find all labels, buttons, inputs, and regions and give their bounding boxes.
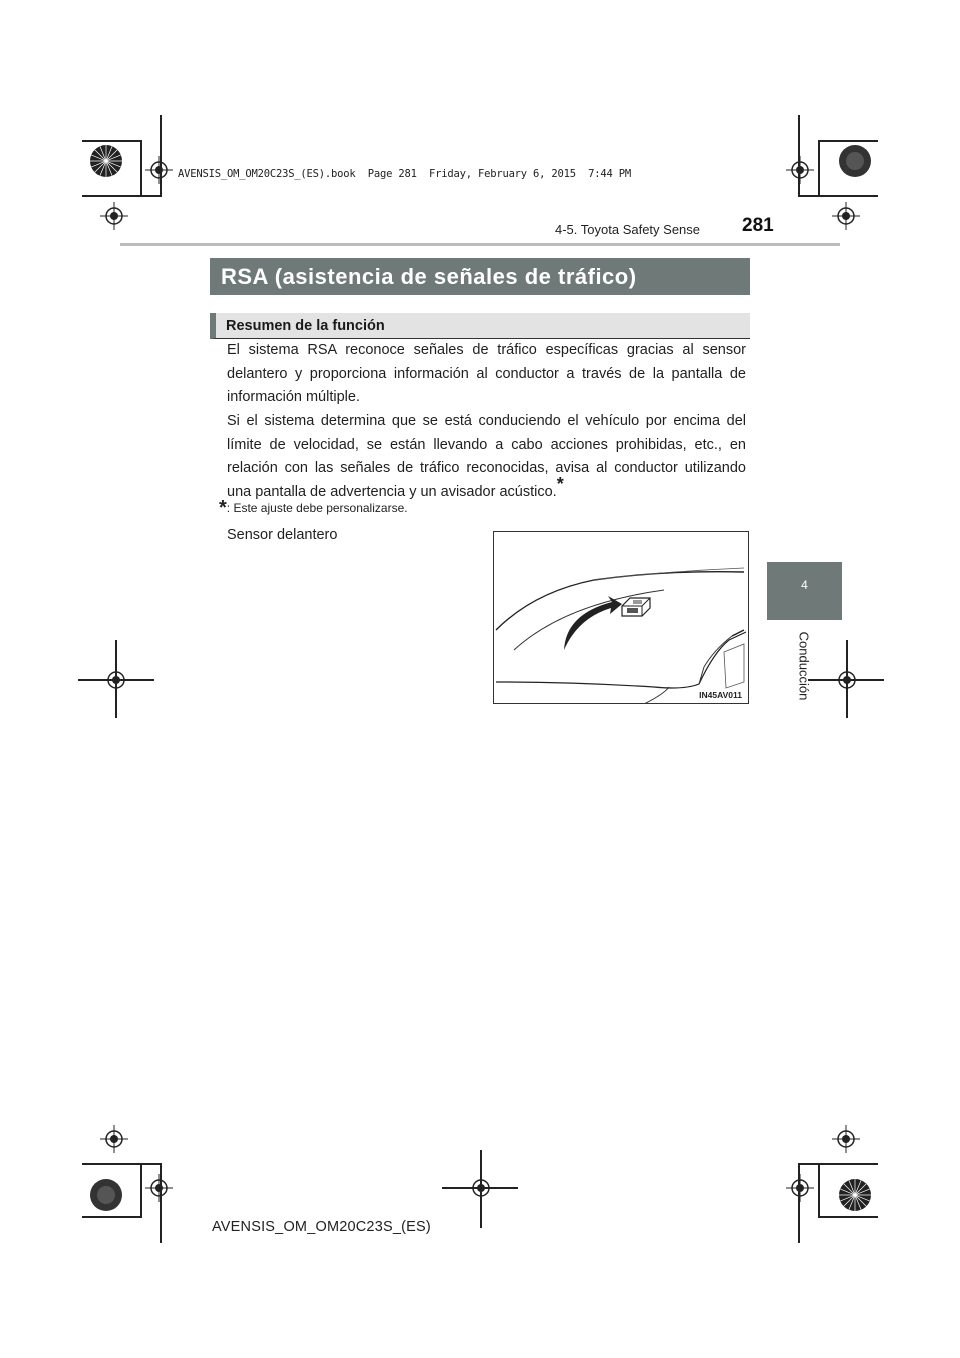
- front-sensor-figure: [493, 531, 749, 704]
- crop-mark: [818, 1163, 820, 1218]
- registration-target-icon: [832, 1125, 860, 1153]
- footnote: [219, 497, 408, 520]
- figure-caption: Sensor delantero: [227, 527, 338, 543]
- footer-book-code: AVENSIS_OM_OM20C23S_(ES): [212, 1219, 431, 1235]
- crop-mark: [800, 1163, 878, 1165]
- crop-mark: [818, 140, 820, 195]
- header-section-title: 4-5. Toyota Safety Sense: [555, 222, 701, 237]
- registration-target-icon: [100, 202, 128, 230]
- paragraph-intro: [227, 339, 746, 410]
- crop-mark: [140, 140, 142, 195]
- registration-target-icon: [786, 1174, 814, 1202]
- footnote-asterisk: *: [556, 473, 564, 494]
- starburst-mark-icon: [838, 144, 872, 178]
- registration-target-icon: [102, 666, 130, 694]
- footnote-marker: *: [219, 497, 227, 519]
- subheading: Resumen de la función: [210, 313, 750, 339]
- footnote-text: : Este ajuste debe personalizarse.: [226, 501, 408, 515]
- header-rule: [120, 243, 840, 246]
- crop-mark: [818, 1216, 878, 1218]
- chapter-tab: [767, 562, 842, 620]
- pointer-arrow-icon: [564, 596, 622, 650]
- chapter-number: 4: [801, 578, 808, 592]
- starburst-mark-icon: [838, 1178, 872, 1212]
- figure-id: IN45AV011: [699, 690, 742, 700]
- crop-mark: [82, 1216, 142, 1218]
- chapter-label: Conducción: [796, 631, 812, 701]
- crop-mark: [140, 1163, 142, 1218]
- crop-mark: [82, 140, 142, 142]
- print-info-line: AVENSIS_OM_OM20C23S_(ES).book Page 281 Friday, February 6, 2015 7:44 PM: [178, 168, 631, 180]
- crop-mark: [818, 140, 878, 142]
- windshield-sensor-illustration: [494, 532, 749, 704]
- crop-mark: [800, 195, 878, 197]
- registration-target-icon: [832, 202, 860, 230]
- page-number: 281: [742, 215, 774, 236]
- registration-target-icon: [786, 156, 814, 184]
- paragraph-text: Si el sistema determina que se está conduciendo el vehículo por encima del límite de velocidad, se están llevando a cabo acciones prohibidas, etc., en relación con las señales de tráfico reconocidas, avisa al conductor utilizando una pantalla de advertencia y un avisador acústico.: [227, 413, 746, 500]
- registration-target-icon: [100, 1125, 128, 1153]
- crop-mark: [82, 1163, 160, 1165]
- registration-target-icon: [833, 666, 861, 694]
- paragraph-warning: [227, 410, 746, 504]
- registration-target-icon: [145, 1174, 173, 1202]
- front-sensor-icon: [622, 598, 650, 616]
- starburst-mark-icon: [89, 144, 123, 178]
- registration-target-icon: [467, 1174, 495, 1202]
- section-title: RSA (asistencia de señales de tráfico): [210, 258, 750, 295]
- registration-target-icon: [145, 156, 173, 184]
- crop-mark: [82, 195, 160, 197]
- starburst-mark-icon: [89, 1178, 123, 1212]
- paragraph-text: El sistema RSA reconoce señales de tráfico específicas gracias al sensor delantero y proporciona información al conductor a través de la pantalla de información múltiple.: [227, 342, 746, 405]
